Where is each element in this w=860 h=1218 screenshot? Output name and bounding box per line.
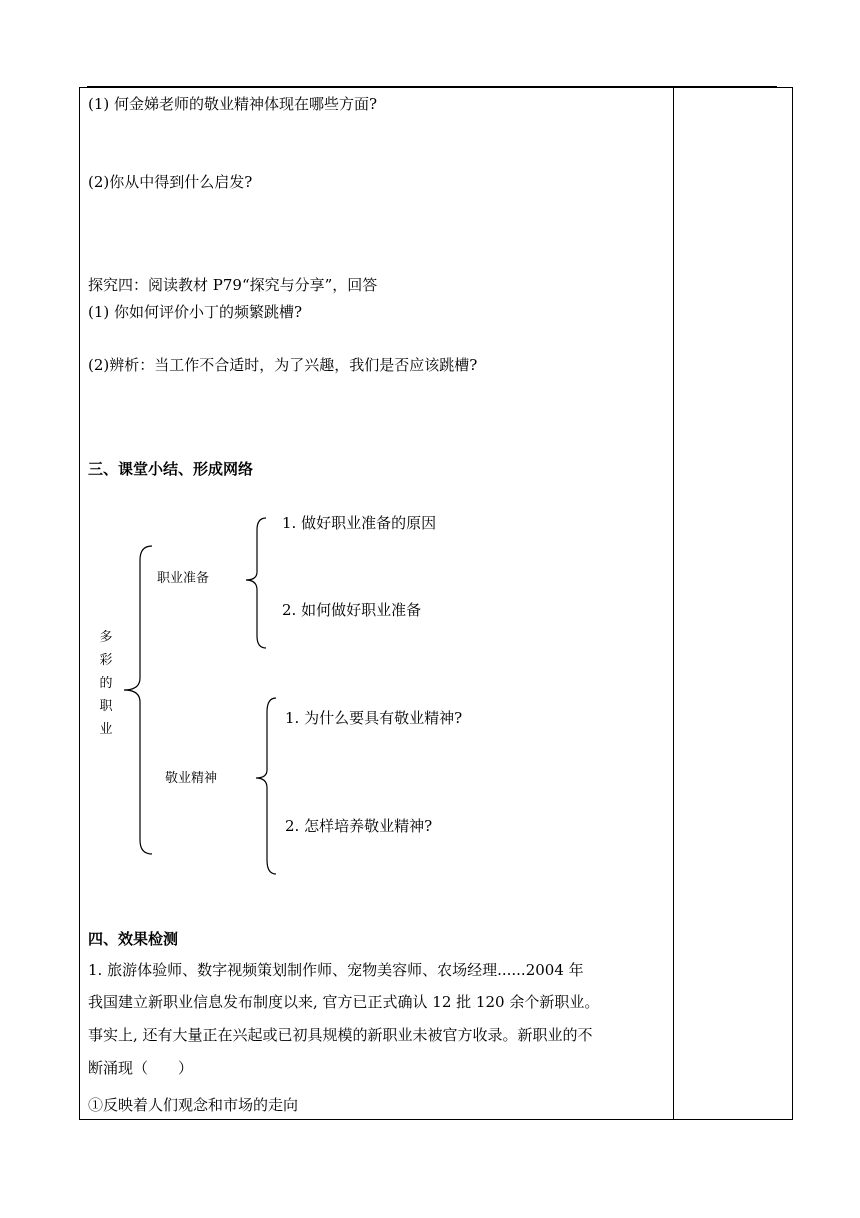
root-char: 的 bbox=[99, 676, 113, 691]
test-line: 断涌现（ ） bbox=[88, 1059, 194, 1077]
summary-heading: 三、课堂小结、形成网络 bbox=[88, 460, 254, 478]
root-char: 业 bbox=[99, 722, 113, 737]
branch1-label: 职业准备 bbox=[157, 571, 210, 586]
test-heading: 四、效果检测 bbox=[88, 930, 179, 948]
branch1-item-1: 1. 做好职业准备的原因 bbox=[282, 514, 437, 532]
root-brace bbox=[124, 546, 152, 854]
explore4-intro: 探究四：阅读教材 P79“探究与分享”，回答 bbox=[88, 276, 378, 294]
branch2-item-2: 2. 怎样培养敬业精神? bbox=[285, 817, 433, 835]
test-line: 1. 旅游体验师、数字视频策划制作师、宠物美容师、农场经理......2004 年 bbox=[88, 961, 584, 979]
branch2-brace bbox=[256, 698, 276, 874]
test-option-1: ①反映着人们观念和市场的走向 bbox=[88, 1096, 299, 1114]
branch1-brace bbox=[246, 518, 266, 648]
branch2-item-1: 1. 为什么要具有敬业精神? bbox=[285, 709, 463, 727]
question-2-text: (2)你从中得到什么启发? bbox=[88, 173, 253, 191]
test-line: 事实上, 还有大量正在兴起或已初具规模的新职业未被官方收录。新职业的不 bbox=[88, 1026, 593, 1044]
question-1-text: (1) 何金娣老师的敬业精神体现在哪些方面? bbox=[88, 95, 378, 113]
branch2-label: 敬业精神 bbox=[165, 771, 218, 786]
explore4-question-1: (1) 你如何评价小丁的频繁跳槽? bbox=[88, 303, 303, 321]
test-line: 我国建立新职业信息发布制度以来, 官方已正式确认 12 批 120 余个新职业。 bbox=[88, 993, 600, 1011]
root-label bbox=[98, 626, 114, 741]
explore4-question-2: (2)辨析：当工作不合适时，为了兴趣，我们是否应该跳槽? bbox=[88, 356, 478, 374]
root-char: 职 bbox=[99, 699, 113, 714]
branch1-item-2: 2. 如何做好职业准备 bbox=[282, 601, 422, 619]
root-char: 彩 bbox=[99, 653, 113, 668]
root-char: 多 bbox=[99, 630, 113, 645]
